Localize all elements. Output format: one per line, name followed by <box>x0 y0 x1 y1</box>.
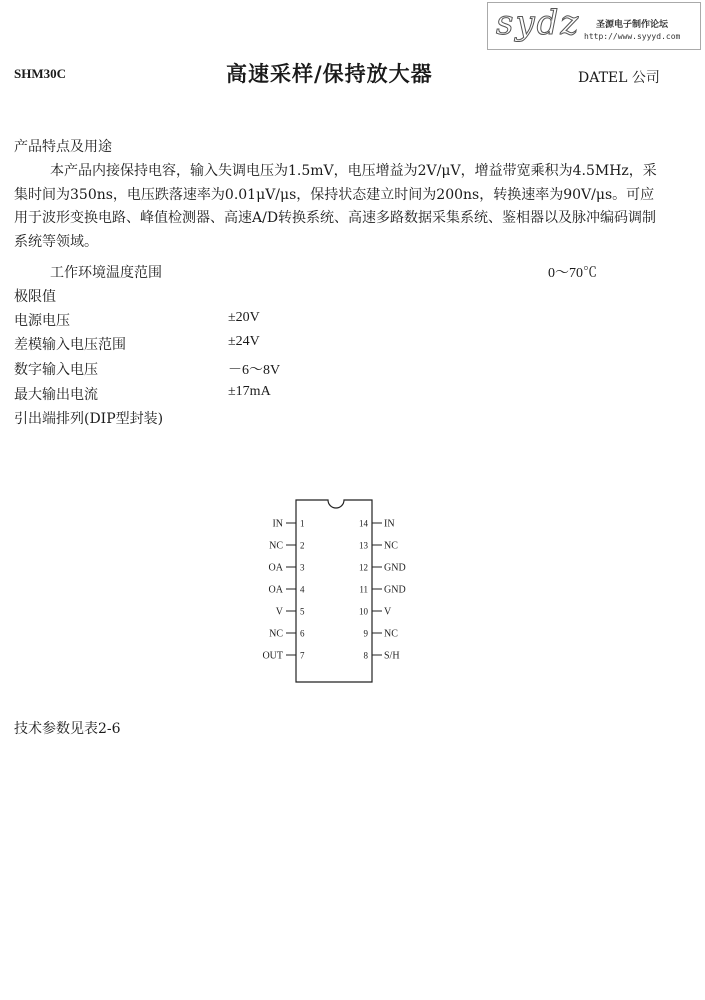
pin-name: V <box>384 606 392 618</box>
pin-number: 13 <box>359 540 368 551</box>
pin-number: 5 <box>300 606 305 617</box>
limit-label-diff-input: 差模输入电压范围 <box>14 337 126 353</box>
pin-name: OUT <box>262 650 283 662</box>
temp-range-value: 0～70℃ <box>548 266 597 281</box>
pin-number: 9 <box>363 628 368 639</box>
limit-value-supply: ±20V <box>228 310 260 325</box>
logo-mark: sydz <box>496 3 581 43</box>
part-number: SHM30C <box>14 66 66 81</box>
logo-url: http://www.syyyd.com <box>584 32 681 41</box>
limit-value-diff-input: ±24V <box>228 334 260 349</box>
dip-pinout-diagram <box>256 498 416 684</box>
limit-label-supply: 电源电压 <box>14 313 70 329</box>
temp-range-label: 工作环境温度范围 <box>50 265 162 281</box>
pin-number: 8 <box>363 650 368 661</box>
pin-name: V <box>275 606 283 618</box>
pin-name: NC <box>384 540 398 552</box>
features-heading: 产品特点及用途 <box>14 139 112 155</box>
pin-name: OA <box>268 562 283 574</box>
features-paragraph <box>14 160 664 254</box>
pin-number: 7 <box>300 650 305 661</box>
pin-name: OA <box>268 584 283 596</box>
pin-number: 2 <box>300 540 305 551</box>
limit-label-output-current: 最大输出电流 <box>14 387 98 403</box>
pin-number: 3 <box>300 562 305 573</box>
pin-name: IN <box>384 518 395 530</box>
pin-number: 10 <box>359 606 368 617</box>
table-reference: 技术参数见表2-6 <box>14 721 121 737</box>
logo-forum-name: 圣源电子制作论坛 <box>596 20 669 30</box>
pin-number: 14 <box>359 518 368 529</box>
pin-number: 6 <box>300 628 305 639</box>
limit-label-digital-input: 数字输入电压 <box>14 362 98 378</box>
pin-number: 11 <box>359 584 368 595</box>
limits-heading: 极限值 <box>14 289 56 305</box>
pin-name: GND <box>384 584 406 596</box>
pinout-heading: 引出端排列(DIP型封装) <box>14 411 164 427</box>
limit-value-output-current: ±17mA <box>228 384 271 399</box>
pin-number: 4 <box>300 584 305 595</box>
pin-number: 12 <box>359 562 368 573</box>
forum-logo <box>487 2 701 50</box>
limit-value-digital-input: －6～8V <box>228 363 281 378</box>
pin-number: 1 <box>300 518 305 529</box>
pin-name: GND <box>384 562 406 574</box>
features-text: 本产品内接保持电容，输入失调电压为1.5mV，电压增益为2V/μV，增益带宽乘积为4.5MHz，采集时间为350ns，电压跌落速率为0.01μV/μs，保持状态建立时间为200ns，转换速率为90V/μs。可应用于波形变换电路、峰值检测器、高速A/D转换系统、高速多路数据采集系统、鉴相器以及脉冲编码调制系统等领域。 <box>14 163 657 250</box>
pin-name: NC <box>384 628 398 640</box>
pin-name: NC <box>269 540 283 552</box>
pin-name: S/H <box>384 650 400 662</box>
pin-name: NC <box>269 628 283 640</box>
manufacturer: DATEL 公司 <box>578 70 660 86</box>
pin-name: IN <box>272 518 283 530</box>
pin-group <box>262 519 405 662</box>
page-title: 高速采样/保持放大器 <box>226 61 433 86</box>
